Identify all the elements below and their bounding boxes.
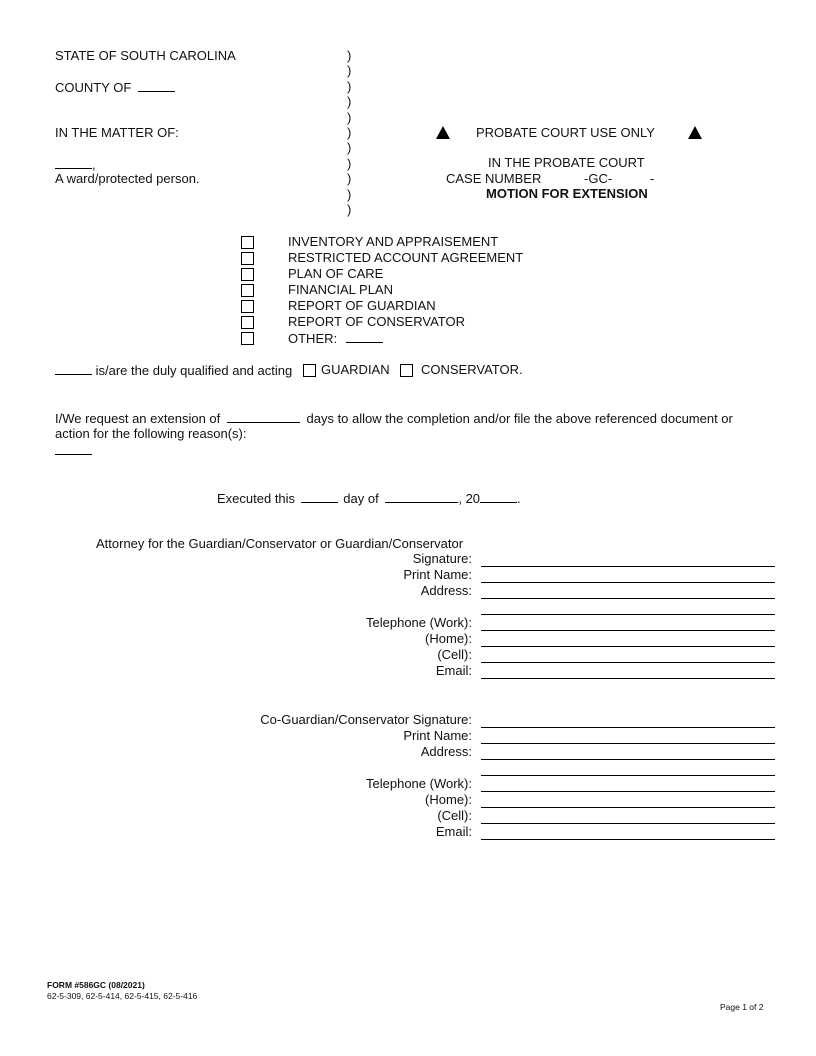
tel-cell-line[interactable] — [481, 662, 775, 663]
inventory-label: INVENTORY AND APPRAISEMENT — [288, 234, 499, 249]
caption-divider: ) ) ) ) ) ) ) ) ) ) ) — [347, 48, 352, 217]
request-line-2: action for the following reason(s): — [55, 426, 247, 441]
report-guardian-checkbox[interactable] — [241, 300, 254, 313]
report-conservator-label: REPORT OF CONSERVATOR — [288, 314, 465, 329]
statutes: 62-5-309, 62-5-414, 62-5-415, 62-5-416 — [47, 991, 198, 1001]
financial-plan-checkbox[interactable] — [241, 284, 254, 297]
ward-label: A ward/protected person. — [55, 171, 200, 186]
signature-label: Signature: — [412, 551, 472, 566]
other-checkbox[interactable] — [241, 332, 254, 345]
reason-field[interactable] — [55, 442, 92, 458]
tel-work-line[interactable] — [481, 630, 775, 631]
days-field[interactable] — [227, 410, 300, 423]
executed-year-field[interactable] — [480, 490, 517, 503]
matter-label: IN THE MATTER OF: — [55, 125, 179, 140]
co-email-line[interactable] — [481, 839, 775, 840]
co-signature-label: Co-Guardian/Conservator Signature: — [260, 712, 472, 727]
conservator-checkbox[interactable] — [400, 364, 413, 377]
conservator-label: CONSERVATOR. — [421, 362, 523, 377]
request-line-1 — [55, 410, 733, 426]
co-print-name-label: Print Name: — [403, 728, 472, 743]
address-label: Address: — [420, 583, 472, 598]
co-tel-cell-line[interactable] — [481, 823, 775, 824]
up-triangle-icon — [436, 126, 450, 139]
tel-home-label: (Home): — [425, 631, 472, 646]
restricted-account-label: RESTRICTED ACCOUNT AGREEMENT — [288, 250, 524, 265]
acting-text: is/are the duly qualified and acting — [95, 363, 293, 378]
report-guardian-label: REPORT OF GUARDIAN — [288, 298, 436, 313]
tel-home-line[interactable] — [481, 646, 775, 647]
case-number-label: CASE NUMBER — [446, 171, 542, 186]
guardian-label: GUARDIAN — [321, 362, 390, 377]
request-prefix: I/We request an extension of — [55, 411, 221, 426]
guardian-checkbox[interactable] — [303, 364, 316, 377]
form-number: FORM #586GC (08/2021) — [47, 980, 145, 990]
co-tel-home-label: (Home): — [425, 792, 472, 807]
ward-name-field[interactable]: , — [55, 156, 96, 172]
signature-line[interactable] — [481, 566, 775, 567]
executed-year-prefix: , 20 — [458, 491, 481, 506]
executed-day-field[interactable] — [301, 490, 338, 503]
acting-row — [55, 362, 292, 378]
page-number: Page 1 of 2 — [720, 1002, 764, 1012]
plan-of-care-label: PLAN OF CARE — [288, 266, 384, 281]
state-label: STATE OF SOUTH CAROLINA — [55, 48, 236, 63]
acting-name-field[interactable] — [55, 362, 92, 375]
co-tel-work-label: Telephone (Work): — [366, 776, 472, 791]
address-line-2[interactable] — [481, 614, 775, 615]
print-name-line[interactable] — [481, 582, 775, 583]
request-suffix: days to allow the completion and/or file the above referenced document or — [306, 411, 733, 426]
form-title: MOTION FOR EXTENSION — [486, 186, 648, 201]
county-label — [55, 79, 175, 95]
executed-day-of: day of — [343, 491, 379, 506]
court-use-only: PROBATE COURT USE ONLY — [476, 125, 655, 140]
case-number-dash[interactable]: - — [650, 171, 655, 186]
restricted-account-checkbox[interactable] — [241, 252, 254, 265]
executed-row: Executed this day of , 20 . — [217, 491, 521, 506]
other-row — [288, 330, 383, 346]
other-label: OTHER: — [288, 331, 338, 346]
report-conservator-checkbox[interactable] — [241, 316, 254, 329]
address-line-1[interactable] — [481, 598, 775, 599]
print-name-label: Print Name: — [403, 567, 472, 582]
email-line[interactable] — [481, 678, 775, 679]
plan-of-care-checkbox[interactable] — [241, 268, 254, 281]
court-name: IN THE PROBATE COURT — [488, 155, 645, 170]
financial-plan-label: FINANCIAL PLAN — [288, 282, 393, 297]
tel-work-label: Telephone (Work): — [366, 615, 472, 630]
co-tel-cell-label: (Cell): — [437, 808, 472, 823]
county-text: COUNTY OF — [55, 80, 132, 95]
county-field[interactable] — [138, 79, 175, 92]
co-address-line-1[interactable] — [481, 759, 775, 760]
inventory-checkbox[interactable] — [241, 236, 254, 249]
email-label: Email: — [435, 663, 472, 678]
co-email-label: Email: — [435, 824, 472, 839]
case-number-gc[interactable]: -GC- — [584, 171, 613, 186]
up-triangle-icon — [688, 126, 702, 139]
other-field[interactable] — [346, 330, 383, 343]
attorney-heading: Attorney for the Guardian/Conservator or Guardian/Conservator — [96, 536, 464, 551]
co-print-name-line[interactable] — [481, 743, 775, 744]
co-tel-home-line[interactable] — [481, 807, 775, 808]
co-address-label: Address: — [420, 744, 472, 759]
executed-month-field[interactable] — [385, 490, 458, 503]
executed-prefix: Executed this — [217, 491, 296, 506]
co-address-line-2[interactable] — [481, 775, 775, 776]
co-tel-work-line[interactable] — [481, 791, 775, 792]
co-signature-line[interactable] — [481, 727, 775, 728]
tel-cell-label: (Cell): — [437, 647, 472, 662]
